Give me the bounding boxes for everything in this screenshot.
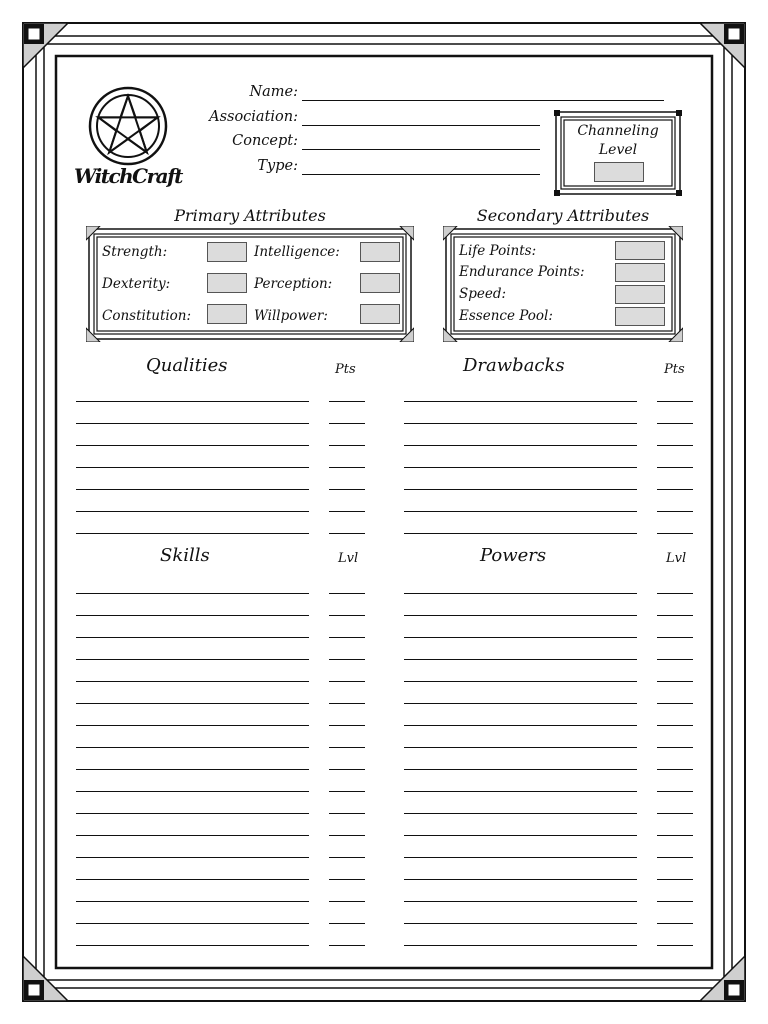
skills-lvl-line[interactable] [329, 615, 365, 616]
powers-lvl-line[interactable] [657, 747, 693, 748]
drawbacks-line[interactable] [404, 423, 637, 424]
concept-field[interactable] [232, 127, 540, 151]
powers-line[interactable] [404, 901, 637, 902]
powers-lvl-line[interactable] [657, 615, 693, 616]
skills-line[interactable] [76, 923, 309, 924]
qualities-pts-line[interactable] [329, 401, 365, 402]
powers-line[interactable] [404, 747, 637, 748]
name-line [302, 100, 664, 101]
qualities-line[interactable] [76, 401, 309, 402]
skills-lvl-line[interactable] [329, 637, 365, 638]
essence-pool-box[interactable] [615, 307, 665, 326]
drawbacks-pts-line[interactable] [657, 423, 693, 424]
powers-line[interactable] [404, 637, 637, 638]
qualities-line[interactable] [76, 533, 309, 534]
powers-lvl-line[interactable] [657, 659, 693, 660]
concept-label: Concept: [232, 133, 298, 149]
channeling-level-panel [554, 110, 682, 196]
skills-lvl-line[interactable] [329, 857, 365, 858]
life-points-box[interactable] [615, 241, 665, 260]
drawbacks-title: Drawbacks [463, 355, 565, 376]
skills-line[interactable] [76, 791, 309, 792]
powers-lvl-line[interactable] [657, 703, 693, 704]
essence-pool-label: Essence Pool: [459, 308, 553, 324]
skills-line[interactable] [76, 725, 309, 726]
skills-lvl-line[interactable] [329, 769, 365, 770]
drawbacks-pts-line[interactable] [657, 467, 693, 468]
skills-lvl-label: Lvl [338, 551, 359, 566]
qualities-line[interactable] [76, 423, 309, 424]
drawbacks-pts-line[interactable] [657, 489, 693, 490]
powers-lvl-line[interactable] [657, 593, 693, 594]
powers-lvl-line[interactable] [657, 813, 693, 814]
powers-lvl-line[interactable] [657, 791, 693, 792]
powers-line[interactable] [404, 703, 637, 704]
powers-lvl-label: Lvl [666, 551, 687, 566]
endurance-points-label: Endurance Points: [459, 264, 585, 280]
powers-lvl-line[interactable] [657, 945, 693, 946]
skills-line[interactable] [76, 835, 309, 836]
perception-label: Perception: [254, 276, 333, 292]
powers-line[interactable] [404, 857, 637, 858]
intelligence-box[interactable] [360, 242, 400, 262]
qualities-pts-line[interactable] [329, 467, 365, 468]
skills-line[interactable] [76, 813, 309, 814]
primary-attributes-title: Primary Attributes [174, 206, 326, 225]
powers-lvl-line[interactable] [657, 681, 693, 682]
logo-wordmark: WitchCraft [74, 164, 182, 188]
powers-line[interactable] [404, 593, 637, 594]
dexterity-label: Dexterity: [102, 276, 171, 292]
willpower-label: Willpower: [254, 308, 328, 324]
powers-line[interactable] [404, 769, 637, 770]
powers-line[interactable] [404, 813, 637, 814]
skills-lvl-line[interactable] [329, 835, 365, 836]
skills-lvl-line[interactable] [329, 725, 365, 726]
secondary-attributes-title: Secondary Attributes [476, 206, 650, 225]
skills-line[interactable] [76, 659, 309, 660]
strength-box[interactable] [207, 242, 247, 262]
skills-title: Skills [160, 545, 210, 566]
skills-line[interactable] [76, 945, 309, 946]
drawbacks-pts-line[interactable] [657, 533, 693, 534]
drawbacks-pts-label: Pts [664, 362, 685, 377]
association-label: Association: [209, 109, 298, 125]
strength-label: Strength: [102, 244, 168, 260]
powers-lvl-line[interactable] [657, 725, 693, 726]
dexterity-box[interactable] [207, 273, 247, 293]
powers-line[interactable] [404, 659, 637, 660]
secondary-attributes-panel [443, 226, 683, 342]
qualities-pts-line[interactable] [329, 489, 365, 490]
qualities-pts-line[interactable] [329, 533, 365, 534]
skills-lvl-line[interactable] [329, 593, 365, 594]
constitution-box[interactable] [207, 304, 247, 324]
qualities-line[interactable] [76, 467, 309, 468]
skills-line[interactable] [76, 901, 309, 902]
qualities-pts-line[interactable] [329, 423, 365, 424]
association-line [302, 125, 540, 126]
powers-lvl-line[interactable] [657, 637, 693, 638]
drawbacks-line[interactable] [404, 533, 637, 534]
powers-title: Powers [480, 545, 547, 566]
primary-attributes-panel [86, 226, 414, 342]
qualities-title: Qualities [146, 355, 228, 376]
speed-label: Speed: [459, 286, 507, 302]
powers-line[interactable] [404, 791, 637, 792]
skills-lvl-line[interactable] [329, 703, 365, 704]
qualities-pts-line[interactable] [329, 511, 365, 512]
skills-line[interactable] [76, 747, 309, 748]
qualities-line[interactable] [76, 511, 309, 512]
powers-lvl-line[interactable] [657, 857, 693, 858]
pentacle-icon [86, 84, 170, 168]
powers-line[interactable] [404, 879, 637, 880]
skills-line[interactable] [76, 769, 309, 770]
type-line [302, 174, 540, 175]
willpower-box[interactable] [360, 304, 400, 324]
skills-line[interactable] [76, 857, 309, 858]
skills-line[interactable] [76, 593, 309, 594]
drawbacks-pts-line[interactable] [657, 445, 693, 446]
powers-line[interactable] [404, 725, 637, 726]
channeling-label [554, 122, 682, 160]
powers-lvl-line[interactable] [657, 835, 693, 836]
skills-line[interactable] [76, 615, 309, 616]
drawbacks-line[interactable] [404, 401, 637, 402]
skills-lvl-line[interactable] [329, 681, 365, 682]
powers-lvl-line[interactable] [657, 901, 693, 902]
skills-lvl-line[interactable] [329, 901, 365, 902]
skills-line[interactable] [76, 681, 309, 682]
name-label: Name: [249, 84, 298, 100]
skills-line[interactable] [76, 703, 309, 704]
intelligence-label: Intelligence: [254, 244, 340, 260]
drawbacks-line[interactable] [404, 445, 637, 446]
skills-lvl-line[interactable] [329, 923, 365, 924]
drawbacks-line[interactable] [404, 511, 637, 512]
drawbacks-line[interactable] [404, 489, 637, 490]
skills-lvl-line[interactable] [329, 813, 365, 814]
powers-lvl-line[interactable] [657, 923, 693, 924]
skills-lvl-line[interactable] [329, 659, 365, 660]
drawbacks-pts-line[interactable] [657, 511, 693, 512]
skills-lvl-line[interactable] [329, 747, 365, 748]
association-field[interactable] [209, 103, 540, 127]
perception-box[interactable] [360, 273, 400, 293]
skills-lvl-line[interactable] [329, 791, 365, 792]
skills-lvl-line[interactable] [329, 879, 365, 880]
channeling-label-line1: Channeling [577, 123, 659, 139]
qualities-pts-label: Pts [335, 362, 356, 377]
powers-lvl-line[interactable] [657, 769, 693, 770]
powers-lvl-line[interactable] [657, 879, 693, 880]
channeling-level-box[interactable] [594, 162, 644, 182]
powers-line[interactable] [404, 681, 637, 682]
name-field[interactable] [249, 78, 664, 102]
skills-line[interactable] [76, 637, 309, 638]
powers-line[interactable] [404, 945, 637, 946]
qualities-pts-line[interactable] [329, 445, 365, 446]
channeling-label-line2: Level [598, 142, 638, 158]
qualities-line[interactable] [76, 489, 309, 490]
powers-line[interactable] [404, 615, 637, 616]
speed-box[interactable] [615, 285, 665, 304]
drawbacks-pts-line[interactable] [657, 401, 693, 402]
powers-line[interactable] [404, 923, 637, 924]
type-field[interactable] [257, 152, 540, 176]
concept-line [302, 149, 540, 150]
endurance-points-box[interactable] [615, 263, 665, 282]
drawbacks-line[interactable] [404, 467, 637, 468]
qualities-line[interactable] [76, 445, 309, 446]
skills-lvl-line[interactable] [329, 945, 365, 946]
constitution-label: Constitution: [102, 308, 192, 324]
type-label: Type: [257, 158, 298, 174]
skills-line[interactable] [76, 879, 309, 880]
life-points-label: Life Points: [459, 243, 537, 259]
powers-line[interactable] [404, 835, 637, 836]
